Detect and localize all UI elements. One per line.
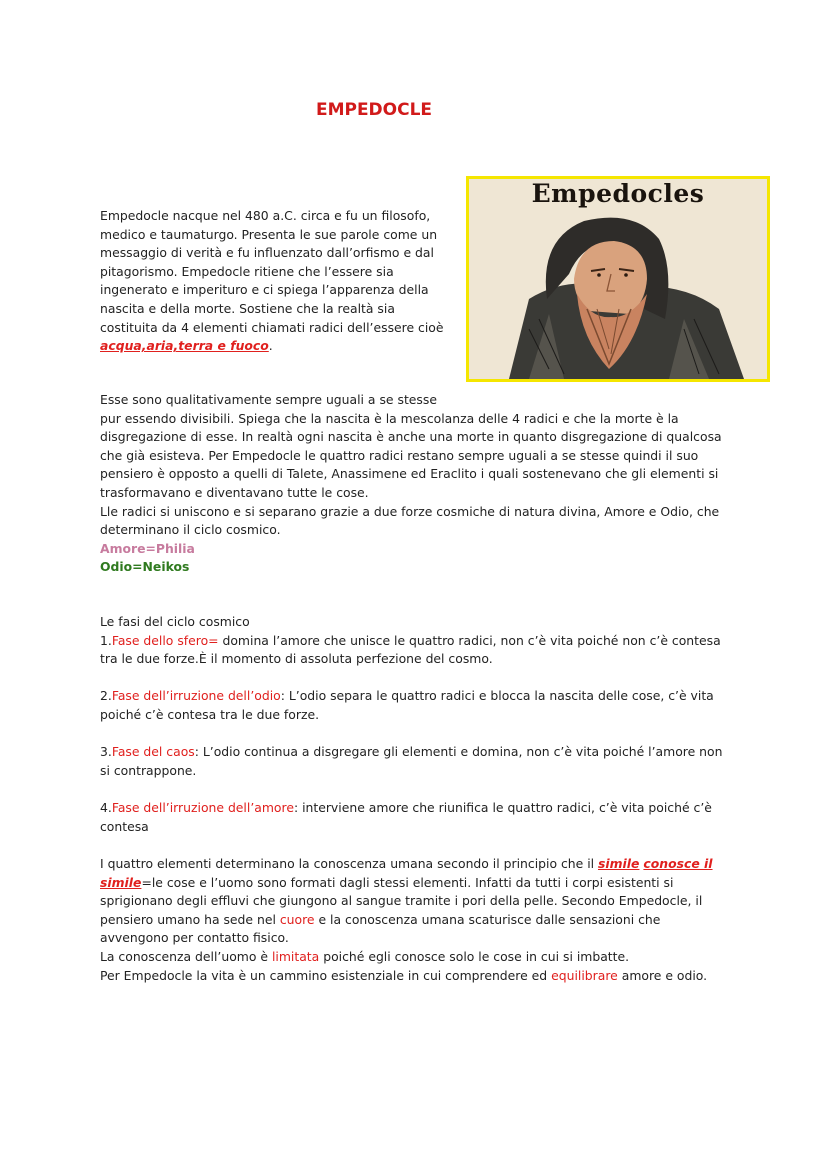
cuore-word: cuore: [279, 911, 315, 927]
intro-text: Empedocle nacque nel 480 a.C. circa e fu un filosofo, medico e taumaturgo. Presenta le sue parole come un messaggio di verità e fu influenzato dall’orfismo e dal pitagorismo. Empedocle ritiene che l’essere sia ingenerato e imperituro e ci spiega l’apparenza della nascita e della morte. Sostiene che la realtà sia costituita da 4 elementi chiamati radici dell’essere cioè: [100, 208, 444, 335]
simile-1: simile: [598, 856, 640, 871]
phases-block: [100, 613, 730, 669]
portrait-illustration: [469, 179, 767, 379]
phase-4-label: Fase dell’irruzione dell’amore: [111, 800, 294, 815]
phase-1-text: domina l’amore che unisce le quattro radici, non c’è vita poiché non c’è contesa tra le due forze.È il momento di assoluta perfezione del cosmo.: [100, 632, 721, 667]
roots-text: pur essendo divisibili. Spiega che la nascita è la mescolanza delle 4 radici e che la morte è la disgregazione di esse. In realtà ogni nascita è anche una morte in quanto disgregazione di qualcosa che già esisteva. Per Empedocle le quattro radici restano sempre uguali a se stesse quindi il suo pensiero è opposto a quelli di Talete, Anassimene ed Eraclito i quali sostenevano che gli elementi si trasformavano e diventavano tutte le cose.: [100, 410, 722, 500]
phase-1-label: Fase dello sfero=: [111, 632, 219, 648]
phases-heading: Le fasi del ciclo cosmico: [100, 614, 250, 629]
phase-2: [100, 687, 730, 724]
equilibrare-word: equilibrare: [551, 967, 618, 983]
roots-paragraph: [100, 391, 730, 577]
conclusion-d: La conoscenza dell’uomo è: [100, 948, 272, 964]
conclusion-f: Per Empedocle la vita è un cammino esistenziale in cui comprendere ed: [100, 967, 552, 983]
conclusion-b: =le cose e l’uomo sono formati dagli stessi elementi. Infatti da tutti i corpi esistenti si sprigionano degli effluvi che giungono al sangue tramite i pori della pelle. Secondo Empedocle, il pensiero umano ha sede nel: [100, 874, 703, 927]
conclusion-a: I quattro elementi determinano la conoscenza umana secondo il principio che il: [100, 856, 599, 871]
phase-4-text: : interviene amore che riunifica le quattro radici, c’è vita poiché c’è contesa: [100, 800, 712, 834]
conclusion-c: e la conoscenza umana scaturisce dalle sensazioni che avvengono per contatto fisico.: [100, 911, 661, 946]
intro-paragraph: [100, 207, 456, 356]
phase-2-text: : L’odio separa le quattro radici e blocca la nascita delle cose, c’è vita poiché c’è contesa tra le due forze.: [100, 688, 714, 722]
phase-2-label: Fase dell’irruzione dell’odio: [111, 688, 281, 703]
forces-text: Lle radici si uniscono e si separano grazie a due forze cosmiche di natura divina, Amore e Odio, che determinano il ciclo cosmico.: [100, 503, 720, 538]
intro-end: .: [268, 338, 273, 354]
page-title: EMPEDOCLE: [315, 100, 433, 120]
phase-3: [100, 743, 730, 780]
odio-neikos: Odio=Neikos: [100, 559, 190, 575]
conclusion-paragraph: [100, 855, 730, 985]
phase-1-num: 1.: [100, 632, 112, 648]
limitata-word: limitata: [271, 948, 320, 964]
phase-3-num: 3.: [100, 744, 112, 759]
empedocles-portrait: [466, 176, 770, 382]
phase-4: [100, 799, 730, 836]
conclusion-e: poiché egli conosce solo le cose in cui si imbatte.: [319, 948, 630, 964]
roots-line1: Esse sono qualitativamente sempre uguali a se stesse: [100, 392, 437, 407]
phase-4-num: 4.: [100, 800, 112, 815]
portrait-caption: Empedocles: [531, 179, 705, 208]
simile-2: simile: [100, 874, 142, 890]
phase-3-text: : L’odio continua a disgregare gli elementi e domina, non c’è vita poiché l’amore non si contrappone.: [100, 744, 723, 778]
amore-philia: Amore=Philia: [100, 540, 195, 556]
elements-highlight: acqua,aria,terra e fuoco: [100, 338, 269, 354]
conosce-il: conosce il: [643, 856, 713, 871]
conclusion-g: amore e odio.: [617, 967, 708, 983]
phase-2-num: 2.: [100, 688, 112, 703]
phase-3-label: Fase del caos: [111, 744, 195, 759]
